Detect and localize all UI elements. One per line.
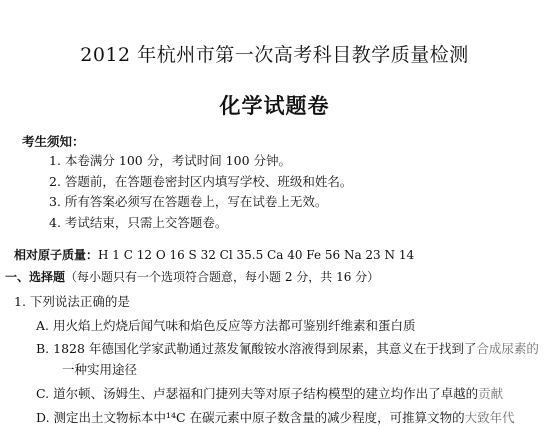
section-note: （每小题只有一个选项符合题意，每小题 2 分，共 16 分） [65,270,380,284]
option-b-text: B. 1828 年德国化学家武勒通过蒸发氰酸铵水溶液得到尿素，其意义在于找到了 [36,341,477,356]
exam-title: 2012 年杭州市第一次高考科目教学质量检测 [80,44,469,66]
atomic-masses-values: H 1 C 12 O 16 S 32 Cl 35.5 Ca 40 Fe 56 Na 23 N 14 [98,248,415,262]
option-d-faded-text: 大致年代 [464,410,515,425]
notice-heading: 考生须知： [22,134,85,149]
option-d-text: D. 测定出土文物标本中¹⁴C 在碳元素中原子数含量的减少程度，可推算文物的 [36,410,465,425]
section-label: 一、选择题 [5,270,66,284]
subject-title: 化学试题卷 [219,94,330,118]
option-c-text: C. 道尔顿、汤姆生、卢瑟福和门捷列夫等对原子结构模型的建立均作出了卓越的 [36,386,479,401]
notice-item: 3. 所有答案必须写在答题卷上，写在试卷上无效。 [49,194,328,209]
notice-item: 4. 考试结束，只需上交答题卷。 [49,214,228,230]
atomic-masses-line [14,246,414,263]
option-b-faded-text: 合成尿素的 [476,341,539,356]
option-b-continuation: 一种实用途径 [62,362,138,377]
option-d [36,408,515,426]
option-c-faded-text: 贡献 [478,386,504,401]
option-c [36,384,503,402]
notice-item: 2. 答题前，在答题卷密封区内填写学校、班级和姓名。 [49,173,353,189]
option-a: A. 用火焰上灼烧后闻气味和焰色反应等方法都可鉴别纤维素和蛋白质 [36,318,416,333]
notice-list [49,151,352,233]
option-b [36,339,539,357]
atomic-masses-label: 相对原子质量： [14,248,99,262]
question-stem: 1. 下列说法正确的是 [14,294,130,309]
section-heading [5,268,379,285]
notice-item: 1. 本卷满分 100 分，考试时间 100 分钟。 [49,153,292,168]
